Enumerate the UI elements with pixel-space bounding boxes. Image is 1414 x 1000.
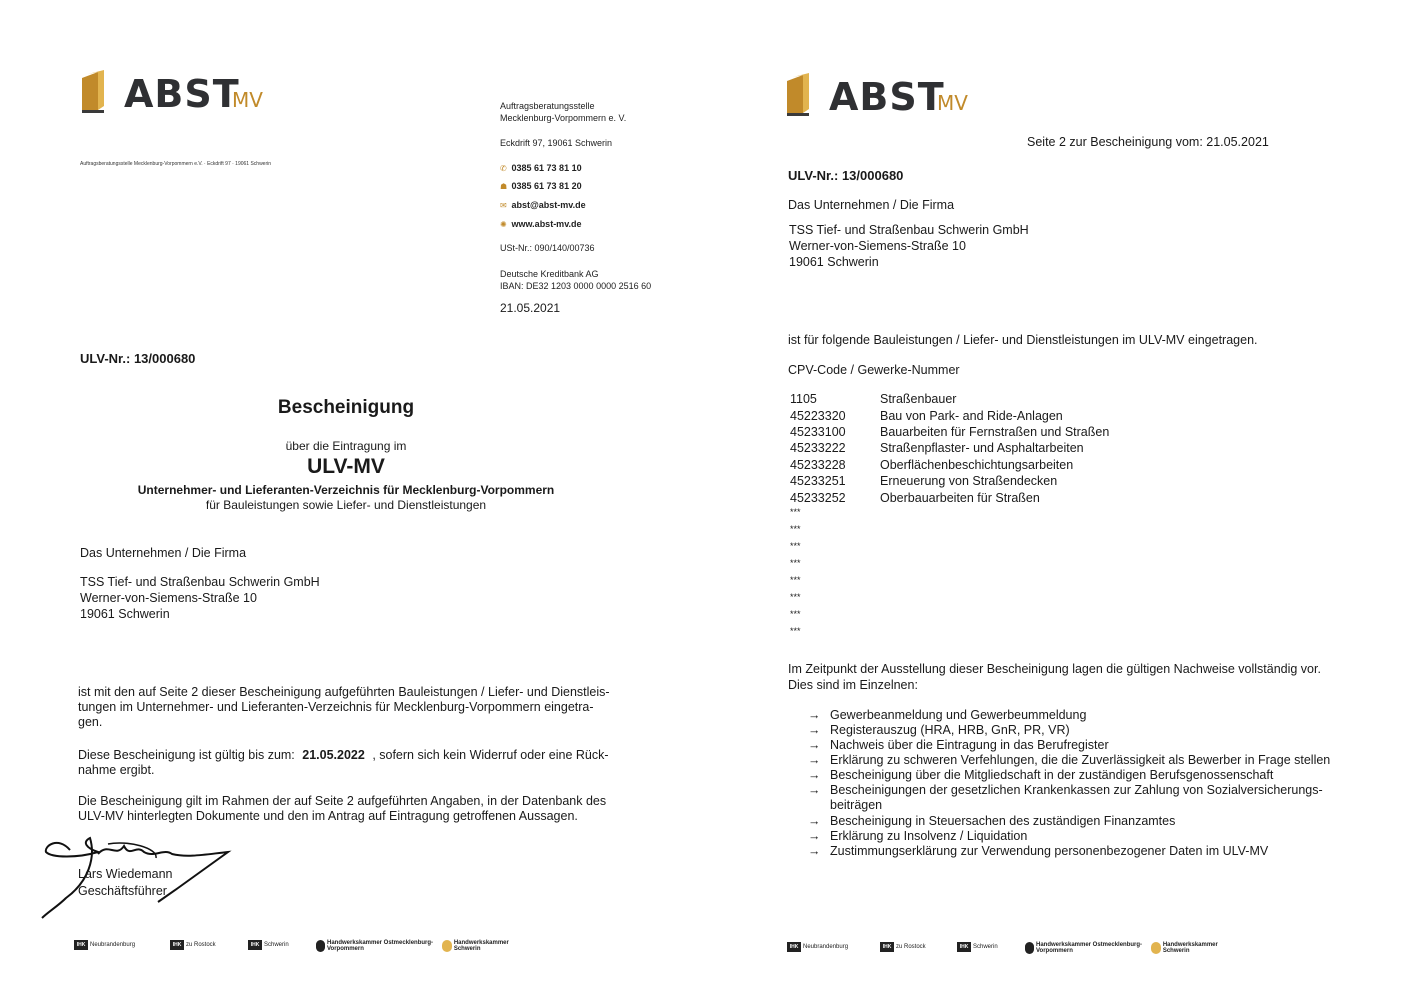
vat-number: USt-Nr.: 090/140/00736 <box>500 243 595 253</box>
placeholder-row: *** <box>790 575 801 585</box>
footer-logo-ihk-schwerin: IHK Schwerin <box>957 942 998 952</box>
sender-line: Auftragsberatungsstelle Mecklenburg-Vorpommern e.V. · Eckdrift 97 · 19061 Schwerin <box>80 161 272 167</box>
abst-logo <box>80 70 280 120</box>
fax-icon: ☗ <box>500 182 508 191</box>
list-item: → Bescheinigung in Steuersachen des zuständigen Finanzamtes <box>808 814 1176 828</box>
certificate-page-2 <box>707 0 1414 1000</box>
company-city: 19061 Schwerin <box>789 255 879 269</box>
para3-line1: Die Bescheinigung gilt im Rahmen der auf Seite 2 aufgeführten Angaben, in der Datenbank des <box>78 794 607 808</box>
arrow-right-icon: → <box>808 723 821 737</box>
para1-line1: ist mit den auf Seite 2 dieser Bescheinigung aufgeführten Bauleistungen / Liefer- und Dienstleis- <box>78 685 610 699</box>
placeholder-row: *** <box>790 626 801 636</box>
signer-name: Lars Wiedemann <box>78 867 173 881</box>
list-item: → Erklärung zu schweren Verfehlungen, die die Zuverlässigkeit als Bewerber in Frage stellen <box>808 753 1331 767</box>
hwk-emblem-icon <box>316 940 325 952</box>
logo-mark-icon <box>80 70 106 114</box>
list-item: → Bescheinigungen der gesetzlichen Krankenkassen zur Zahlung von Sozialversicherungs- <box>808 783 1323 797</box>
para3-line2: ULV-MV hinterlegten Dokumente und den im Antrag auf Eintragung getroffenen Aussagen. <box>78 809 578 823</box>
footer-logo-ihk-schwerin: IHK Schwerin <box>248 940 289 950</box>
arrow-right-icon: → <box>808 829 821 843</box>
iban: IBAN: DE32 1203 0000 0000 2516 60 <box>500 281 652 291</box>
para1-line3: gen. <box>78 715 103 729</box>
arrow-right-icon: → <box>808 844 821 858</box>
validity-line: Diese Bescheinigung ist gültig bis zum: 21.05.2022 , sofern sich kein Widerruf oder eine Rück- <box>78 748 609 762</box>
logo-suffix: MV <box>937 91 968 115</box>
footer-logo-hwk-ostmecklenburg: Handwerkskammer Ostmecklenburg-Vorpommern <box>1025 942 1143 954</box>
list-item: → Zustimmungserklärung zur Verwendung personenbezogener Daten im ULV-MV <box>808 844 1269 858</box>
org-address: Eckdrift 97, 19061 Schwerin <box>500 138 613 148</box>
mail-icon: ✉ <box>500 201 507 210</box>
arrow-right-icon: → <box>808 738 821 752</box>
company-label: Das Unternehmen / Die Firma <box>788 198 955 212</box>
list-item-continuation: beiträgen <box>830 798 883 812</box>
logo-wordmark: ABST <box>124 72 240 116</box>
table-row: 45233252 Oberbauarbeiten für Straßen <box>790 491 1040 505</box>
org-line2: Mecklenburg-Vorpommern e. V. <box>500 113 627 123</box>
logo-mark-icon <box>785 73 811 117</box>
subtitle: über die Eintragung im <box>285 439 407 453</box>
proofs-intro-line2: Dies sind im Einzelnen: <box>788 678 918 692</box>
arrow-right-icon: → <box>808 814 821 828</box>
company-city: 19061 Schwerin <box>80 607 170 621</box>
contact-fax: ☗ 0385 61 73 81 20 <box>500 181 582 191</box>
table-row: 45233100 Bauarbeiten für Fernstraßen und Straßen <box>790 425 1110 439</box>
logo-suffix: MV <box>232 88 263 112</box>
org-line1: Auftragsberatungsstelle <box>500 101 595 111</box>
register-full-name: Unternehmer- und Lieferanten-Verzeichnis für Mecklenburg-Vorpommern <box>137 483 555 497</box>
list-item: → Bescheinigung über die Mitgliedschaft in der zuständigen Berufsgenossenschaft <box>808 768 1274 782</box>
codes-header: CPV-Code / Gewerke-Nummer <box>788 363 960 377</box>
table-row: 45233228 Oberflächenbeschichtungsarbeiten <box>790 458 1074 472</box>
proofs-intro-line1: Im Zeitpunkt der Ausstellung dieser Bescheinigung lagen die gültigen Nachweise vollständig vor. <box>788 662 1321 676</box>
footer-logo-hwk-schwerin: Handwerkskammer Schwerin <box>442 940 522 952</box>
page-title: Bescheinigung <box>277 397 415 418</box>
placeholder-row: *** <box>790 507 801 517</box>
arrow-right-icon: → <box>808 753 821 767</box>
issue-date: 21.05.2021 <box>500 301 561 315</box>
logo-wordmark: ABST <box>829 75 945 119</box>
valid-until-date: 21.05.2022 <box>302 748 365 762</box>
arrow-right-icon: → <box>808 768 821 782</box>
list-item: → Erklärung zu Insolvenz / Liquidation <box>808 829 1028 843</box>
arrow-right-icon: → <box>808 783 821 797</box>
ulv-number-line: ULV-Nr.: 13/000680 <box>80 351 196 366</box>
services-intro: ist für folgende Bauleistungen / Liefer- und Dienstleistungen im ULV-MV eingetragen. <box>788 333 1258 347</box>
phone-icon: ✆ <box>500 164 507 173</box>
para1-line2: tungen im Unternehmer- und Lieferanten-Verzeichnis für Mecklenburg-Vorpommern eingetra- <box>78 700 594 714</box>
table-row: 1105 Straßenbauer <box>790 392 957 406</box>
company-street: Werner-von-Siemens-Straße 10 <box>789 239 966 253</box>
placeholder-row: *** <box>790 541 801 551</box>
footer-logo-ihk-rostock: IHK zu Rostock <box>170 940 216 950</box>
placeholder-row: *** <box>790 609 801 619</box>
footer-logo-hwk-ostmecklenburg: Handwerkskammer Ostmecklenburg-Vorpommern <box>316 940 434 952</box>
contact-web: ✺ www.abst-mv.de <box>500 219 582 229</box>
table-row: 45223320 Bau von Park- and Ride-Anlagen <box>790 409 1063 423</box>
arrow-right-icon: → <box>808 708 821 722</box>
table-row: 45233222 Straßenpflaster- und Asphaltarbeiten <box>790 441 1084 455</box>
company-name: TSS Tief- und Straßenbau Schwerin GmbH <box>789 223 1029 237</box>
list-item: → Nachweis über die Eintragung in das Berufregister <box>808 738 1109 752</box>
contact-phone: ✆ 0385 61 73 81 10 <box>500 163 582 173</box>
signer-role: Geschäftsführer <box>78 884 167 898</box>
table-row: 45233251 Erneuerung von Straßendecken <box>790 474 1058 488</box>
footer-logo-hwk-schwerin: Handwerkskammer Schwerin <box>1151 942 1231 954</box>
abst-logo <box>785 73 985 123</box>
placeholder-row: *** <box>790 592 801 602</box>
company-street: Werner-von-Siemens-Straße 10 <box>80 591 257 605</box>
contact-email: ✉ abst@abst-mv.de <box>500 200 586 210</box>
footer-logo-ihk-neubrandenburg: IHK Neubrandenburg <box>74 940 135 950</box>
ulv-number-line: ULV-Nr.: 13/000680 <box>788 168 904 183</box>
bank-name: Deutsche Kreditbank AG <box>500 269 599 279</box>
hwk-schwerin-emblem-icon <box>1151 942 1161 954</box>
globe-icon: ✺ <box>500 220 507 229</box>
hwk-emblem-icon <box>1025 942 1034 954</box>
footer-logo-ihk-rostock: IHK zu Rostock <box>880 942 926 952</box>
placeholder-row: *** <box>790 524 801 534</box>
list-item: → Registerauszug (HRA, HRB, GnR, PR, VR) <box>808 723 1070 737</box>
list-item: → Gewerbeanmeldung und Gewerbeummeldung <box>808 708 1087 722</box>
register-scope: für Bauleistungen sowie Liefer- und Dienstleistungen <box>205 498 487 512</box>
company-name: TSS Tief- und Straßenbau Schwerin GmbH <box>80 575 320 589</box>
placeholder-row: *** <box>790 558 801 568</box>
register-name: ULV-MV <box>307 455 385 478</box>
company-label: Das Unternehmen / Die Firma <box>80 546 247 560</box>
page2-header: Seite 2 zur Bescheinigung vom: 21.05.2021 <box>1027 135 1269 149</box>
validity-line2: nahme ergibt. <box>78 763 155 777</box>
hwk-schwerin-emblem-icon <box>442 940 452 952</box>
footer-logo-ihk-neubrandenburg: IHK Neubrandenburg <box>787 942 848 952</box>
